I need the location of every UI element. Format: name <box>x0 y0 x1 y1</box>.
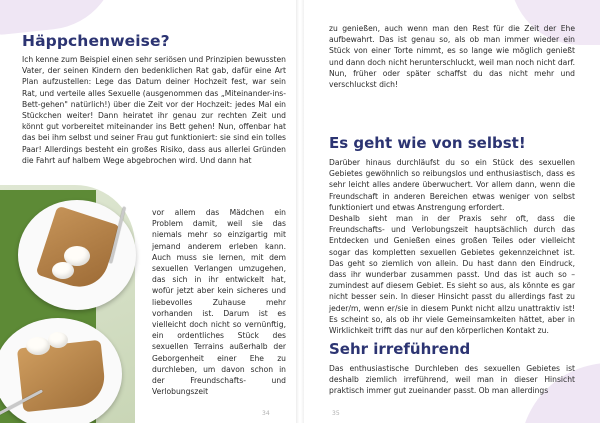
page-number: 34 <box>262 410 270 417</box>
paragraph: zu genießen, auch wenn man den Rest für die Zeit der Ehe aufbewahrt. Das ist genau so, als ob man immer wieder ein Stück von einer Torte nimmt, es so lange wie möglich genießt und dann doch nicht herunterschluckt, weil man noch nicht darf. Nun, früher oder später schaffst du das nicht mehr und verschluckst dich! <box>329 24 575 90</box>
section-body-1 <box>329 157 575 336</box>
right-page <box>300 0 600 423</box>
paragraph: vor allem das Mädchen ein Problem damit, weil sie das niemals mehr so einzigartig mit jemand anderem erleben kann. Auch muss sie lernen, mit dem sexuellen Verlangen umzugehen, das sich in ihr entwickelt hat, wofür jetzt aber kein sicheres und liebevolles Zuhause mehr vorhanden ist. Darum ist es vielleicht doch nicht so vernünftig, ein ordentliches Stück des sexuellen Terrains außerhalb der Geborgenheit einer Ehe zu durchleben, um davon schon in der Freundschafts- und Verlobungszeit <box>152 208 286 397</box>
body-text-top <box>22 54 286 166</box>
cream-bottom-1 <box>26 337 50 355</box>
page-heading: Häppchenweise? <box>22 32 170 50</box>
paragraph: Deshalb sieht man in der Praxis sehr oft, dass die Freundschafts- und Verlobungszeit hauptsächlich durch das Entdecken und Genießen eines großen Teiles oder vielleicht sogar das kompletten sexuellen Gebietes gekennzeichnet ist. Das geht so ziemlich von allein. Du hast dann den Eindruck, dass ihr wunderbar zusammen passt. Und das ist auch so – zumindest auf diesem Gebiet. Es sieht so aus, als könnte es gar nicht besser sein. In dieser Hinsicht passt du allerdings fast zu jeder/m, wenn er/sie in diesem Punkt nicht allzu unattraktiv ist! Es scheint so, als ob ihr viele Gemeinsamkeiten hättet, aber in Wirklichkeit trifft das nur auf den körperlichen Kontakt zu. <box>329 214 575 336</box>
book-gutter <box>296 0 304 423</box>
body-text-narrow <box>152 207 286 397</box>
paragraph: Ich kenne zum Beispiel einen sehr seriösen und Prinzipien bewussten Vater, der seinen Kindern den bedenklichen Rat gab, dafür eine Art Plan aufzustellen: Lege das Datum deiner Hochzeit fest, war sein Rat, und verteile alles Sexuelle (ausgenommen das „Miteinander-ins-Bett-gehen" natürlich!) über die Zeit vor der Hochzeit: jedes Mal ein Stückchen weiter! Dann heiratet ihr genau zur rechten Zeit und könnt gut vorbereitet miteinander ins Bett gehen! Nun, offenbar hat das bei ihm selbst und seiner Frau gut funktioniert: sie sind ein tolles Paar! Allerdings besteht ein großes Risiko, dass aus allerlei Gründen die Fahrt auf halbem Wege abgebrochen wird. Und dann hat <box>22 55 286 165</box>
paragraph: Das enthusiastische Durchleben des sexuellen Gebietes ist deshalb ziemlich irreführend, weil man in dieser Hinsicht praktisch immer gut zueinander passt. Ob man allerdings <box>329 364 575 396</box>
cream-top-2 <box>52 262 74 279</box>
cream-bottom-2 <box>48 332 68 348</box>
body-text-continued <box>329 23 575 90</box>
page-number: 35 <box>332 410 340 417</box>
section-body-2 <box>329 363 575 397</box>
section-heading: Es geht wie von selbst! <box>329 134 526 152</box>
section-heading: Sehr irreführend <box>329 340 471 358</box>
left-page <box>0 0 298 423</box>
paragraph: Darüber hinaus durchläufst du so ein Stück des sexuellen Gebietes gewöhnlich so reibungslos und enthusiastisch, dass es sehr leicht alles andere überwuchert. Vor allem dann, wenn die Freundschaft in anderen Bereichen etwas weniger von selbst funktioniert und etwas Anstrengung erfordert. <box>329 158 575 212</box>
